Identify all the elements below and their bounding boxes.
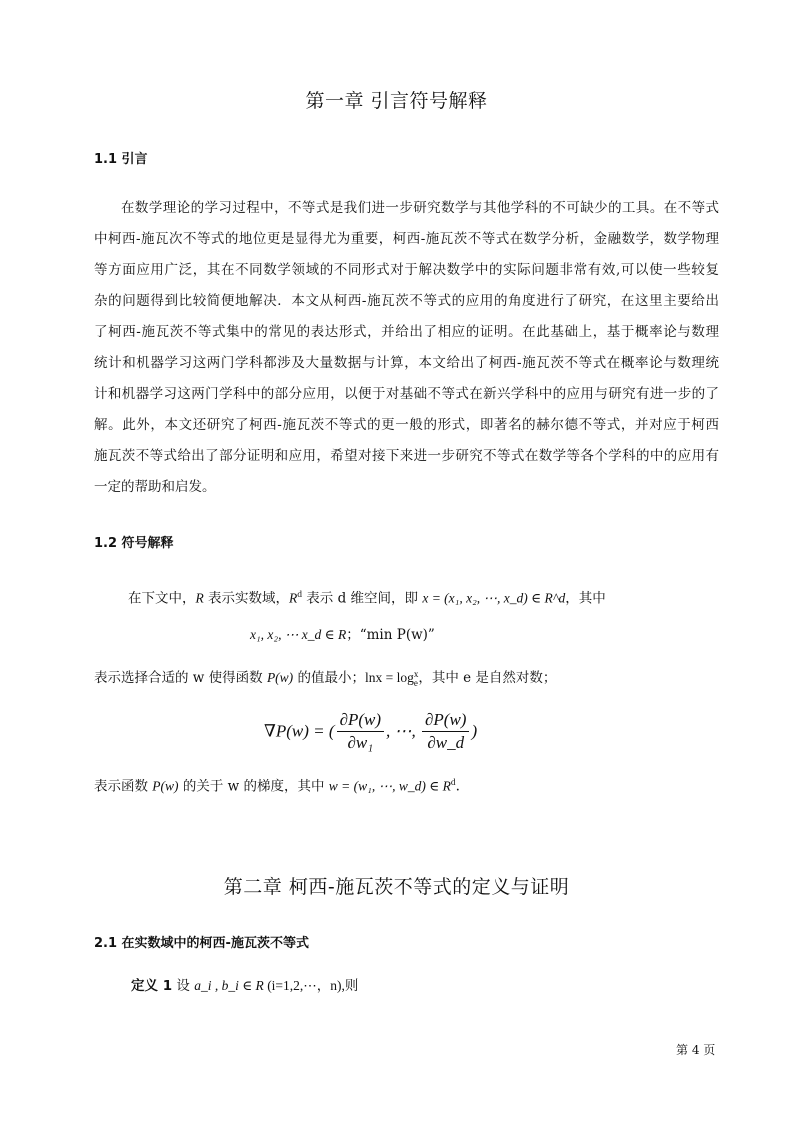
notation-text: . <box>455 778 460 795</box>
gradient-lhs: ∇P(w) = ( <box>264 721 335 741</box>
notation-text: 在下文中， <box>128 590 196 607</box>
paragraph-line: 在数学理论的学习过程中，不等式是我们进一步研究数学与其他学科的不可缺少的工具。在不等式 <box>121 200 719 216</box>
function-p-of-w: P(w) <box>152 778 179 794</box>
gradient-formula <box>264 706 477 757</box>
vector-components: x₁, x₂, ⋯ x_d ∈ R <box>250 627 347 642</box>
paragraph-line: 施瓦茨不等式给出了部分证明和应用，希望对接下来进一步研究不等式在数学等各个学科的中的应用有 <box>94 448 719 464</box>
paragraph-line: 杂的问题得到比较简便地解决．本文从柯西-施瓦茨不等式的应用的角度进行了研究，在这里主要给出 <box>94 293 719 309</box>
partial-fraction-1 <box>337 709 384 754</box>
definition-text: (i=1,2,⋯，n),则 <box>263 978 359 993</box>
paragraph-line: 了柯西-施瓦茨不等式集中的常见的表达形式，并给出了相应的证明。在此基础上，基于概率论与数理 <box>94 324 719 340</box>
chapter-2-title: 第二章 柯西-施瓦茨不等式的定义与证明 <box>223 876 570 898</box>
paragraph-line: 统计和机器学习这两门学科都涉及大量数据与计算，本文给出了柯西-施瓦茨不等式在概率论与数理统 <box>94 355 719 371</box>
function-p-of-w: P(w) <box>266 670 294 685</box>
real-field-symbol: R <box>195 590 204 606</box>
log-superscript: x <box>413 668 419 679</box>
paragraph-line: 等方面应用广泛，其在不同数学领域的不同形式对于解决数学中的实际问题非常有效,可以使一些较复 <box>94 262 719 278</box>
paragraph-line: 计和机器学习这两门学科中的部分应用，以便于对基础不等式在新兴学科中的应用与研究有进一步的了 <box>94 386 719 402</box>
notation-text: 表示选择合适的 w 使得函数 <box>94 670 267 686</box>
paragraph-line: 一定的帮助和启发。 <box>94 479 216 495</box>
vector-w-definition: w = (w₁, ⋯, w_d) ∈ R <box>328 778 451 794</box>
log-subscript: e <box>413 677 418 688</box>
notation-text: ，其中 e 是自然对数； <box>418 670 557 686</box>
page-number: 第 4 页 <box>676 1043 716 1057</box>
section-2-1-heading: 2.1 在实数域中的柯西-施瓦茨不等式 <box>94 936 309 951</box>
notation-line-2 <box>250 626 435 644</box>
d-superscript: d <box>450 778 456 788</box>
natural-log-definition: lnx = log <box>364 670 414 685</box>
notation-text: ，其中 <box>565 590 606 607</box>
notation-line-4 <box>94 774 460 796</box>
notation-text: 表示函数 <box>94 778 153 795</box>
paragraph-line: 解。此外，本文还研究了柯西-施瓦茨不等式的更一般的形式，即著名的赫尔德不等式，并对应于柯西 <box>94 417 719 433</box>
definition-1-line <box>131 977 358 995</box>
fraction-denominator: ∂w_d <box>427 733 465 752</box>
notation-text: 表示 d 维空间，即 <box>302 590 423 607</box>
d-superscript: d <box>297 590 303 600</box>
section-1-1-heading: 1.1 引言 <box>94 152 148 167</box>
fraction-numerator: ∂P(w) <box>422 709 469 732</box>
gradient-rhs: ) <box>471 721 478 741</box>
d-space-symbol: R <box>289 590 298 606</box>
vector-x-definition: x = (x₁, x₂, ⋯, x_d) ∈ R^d <box>422 590 566 606</box>
notation-text: 表示实数域， <box>203 590 290 607</box>
notation-text: 的值最小； <box>293 670 365 686</box>
definition-variables: a_i , b_i ∈ R <box>194 978 264 993</box>
paragraph-line: 中柯西-施瓦次不等式的地位更是显得尤为重要，柯西-施瓦茨不等式在数学分析，金融数学，数学物理 <box>94 231 719 247</box>
notation-line-1 <box>128 586 606 608</box>
notation-line-3 <box>94 669 556 688</box>
fraction-numerator: ∂P(w) <box>337 709 384 732</box>
gradient-dots: , ⋯, <box>386 721 421 741</box>
definition-text: 设 <box>172 978 195 994</box>
fraction-denominator: ∂w₁ <box>347 733 374 752</box>
partial-fraction-2 <box>422 709 469 754</box>
min-notation: ；“min P(w)” <box>346 627 435 643</box>
chapter-1-title: 第一章 引言符号解释 <box>305 90 488 112</box>
definition-label: 定义 1 <box>131 978 173 994</box>
section-1-2-heading: 1.2 符号解释 <box>94 536 174 551</box>
notation-text: 的关于 w 的梯度，其中 <box>178 778 329 795</box>
